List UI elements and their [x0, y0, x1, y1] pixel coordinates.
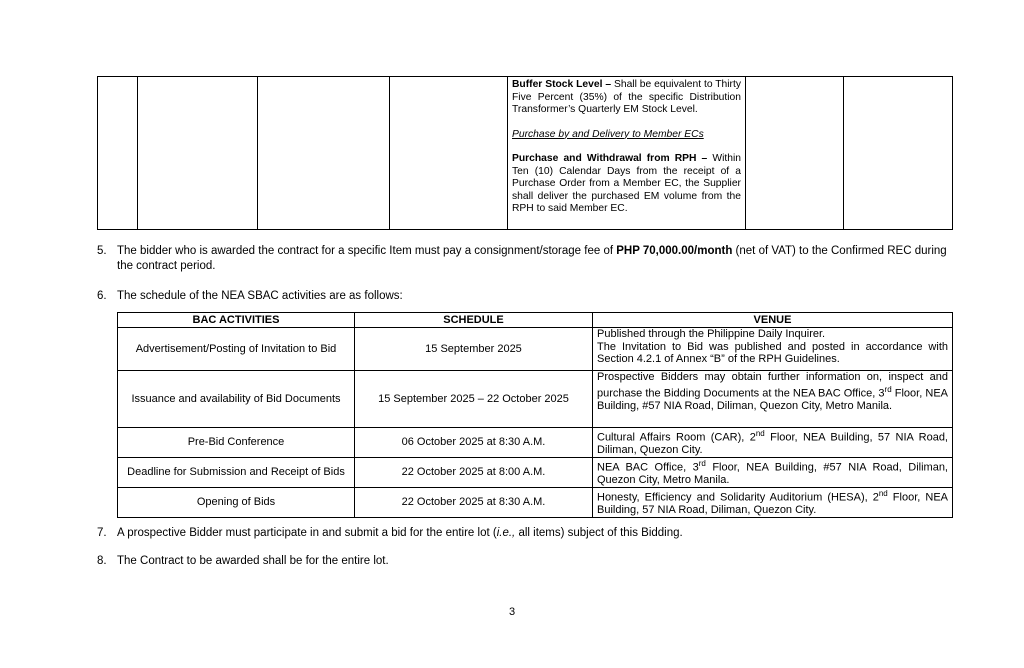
table-row — [118, 457, 953, 487]
schedule-cell: 22 October 2025 at 8:30 A.M. — [355, 487, 593, 517]
activity-cell: Deadline for Submission and Receipt of Bids — [118, 457, 355, 487]
venue-cell: Honesty, Efficiency and Solidarity Auditorium (HESA), 2nd Floor, NEA Building, 57 NIA Road, Diliman, Quezon City. — [593, 487, 953, 517]
table-cell — [746, 77, 844, 230]
table-row — [118, 328, 953, 371]
schedule-cell: 06 October 2025 at 8:30 A.M. — [355, 428, 593, 458]
table-row — [98, 77, 953, 230]
item-number: 7. — [97, 527, 107, 539]
purchase-withdrawal-paragraph: Purchase and Withdrawal from RPH – Within Ten (10) Calendar Days from the receipt of a Purchase Order from a Member EC, the Supplier shall deliver the purchased EM volume from the RPH to said Member EC. — [512, 153, 741, 214]
header-schedule: SCHEDULE — [355, 313, 593, 328]
paragraph-item-8 — [97, 554, 952, 569]
item-text: The Contract to be awarded shall be for the entire lot. — [117, 555, 389, 567]
paragraph-item-5 — [97, 244, 952, 274]
table-row — [118, 487, 953, 517]
specs-table-continuation — [97, 76, 953, 230]
sbac-schedule-table — [117, 312, 953, 518]
table-cell — [844, 77, 953, 230]
venue-cell: NEA BAC Office, 3rd Floor, NEA Building, #57 NIA Road, Diliman, Quezon City, Metro Manila. — [593, 457, 953, 487]
buffer-stock-paragraph: Buffer Stock Level – Shall be equivalent to Thirty Five Percent (35%) of the specific Distribution Transformer’s Quarterly EM Stock Level. — [512, 79, 741, 115]
table-row — [118, 371, 953, 428]
activity-cell: Pre-Bid Conference — [118, 428, 355, 458]
table-cell — [390, 77, 508, 230]
schedule-cell: 15 September 2025 – 22 October 2025 — [355, 371, 593, 428]
table-header-row — [118, 313, 953, 328]
table-cell — [258, 77, 390, 230]
header-venue: VENUE — [593, 313, 953, 328]
table-cell — [138, 77, 258, 230]
page-number: 3 — [508, 606, 516, 618]
item-text: The schedule of the NEA SBAC activities are as follows: — [117, 290, 403, 302]
item-text: A prospective Bidder must participate in and submit a bid for the entire lot (i.e., all items) subject of this Bidding. — [117, 527, 683, 539]
item-number: 6. — [97, 290, 107, 302]
schedule-cell: 15 September 2025 — [355, 328, 593, 371]
activity-cell: Advertisement/Posting of Invitation to Bid — [118, 328, 355, 371]
table-row — [118, 428, 953, 458]
schedule-cell: 22 October 2025 at 8:00 A.M. — [355, 457, 593, 487]
activity-cell: Opening of Bids — [118, 487, 355, 517]
item-number: 5. — [97, 245, 107, 257]
venue-cell: Cultural Affairs Room (CAR), 2nd Floor, NEA Building, 57 NIA Road, Diliman, Quezon City. — [593, 428, 953, 458]
paragraph-item-7 — [97, 526, 952, 541]
item-number: 8. — [97, 555, 107, 567]
venue-cell: Prospective Bidders may obtain further information on, inspect and purchase the Bidding Documents at the NEA BAC Office, 3rd Floor, NEA Building, #57 NIA Road, Diliman, Quezon City, Metro Manila. — [593, 371, 953, 428]
item-text: The bidder who is awarded the contract for a specific Item must pay a consignment/storage fee of PHP 70,000.00/month (net of VAT) to the Confirmed REC during the contract period. — [117, 245, 947, 272]
purchase-delivery-heading: Purchase by and Delivery to Member ECs — [512, 128, 704, 140]
specification-cell — [508, 77, 746, 230]
header-bac-activities: BAC ACTIVITIES — [118, 313, 355, 328]
table-cell — [98, 77, 138, 230]
venue-cell: Published through the Philippine Daily Inquirer. The Invitation to Bid was published and posted in accordance with Section 4.2.1 of Annex “B” of the RPH Guidelines. — [593, 328, 953, 371]
paragraph-item-6 — [97, 289, 952, 304]
activity-cell: Issuance and availability of Bid Documents — [118, 371, 355, 428]
